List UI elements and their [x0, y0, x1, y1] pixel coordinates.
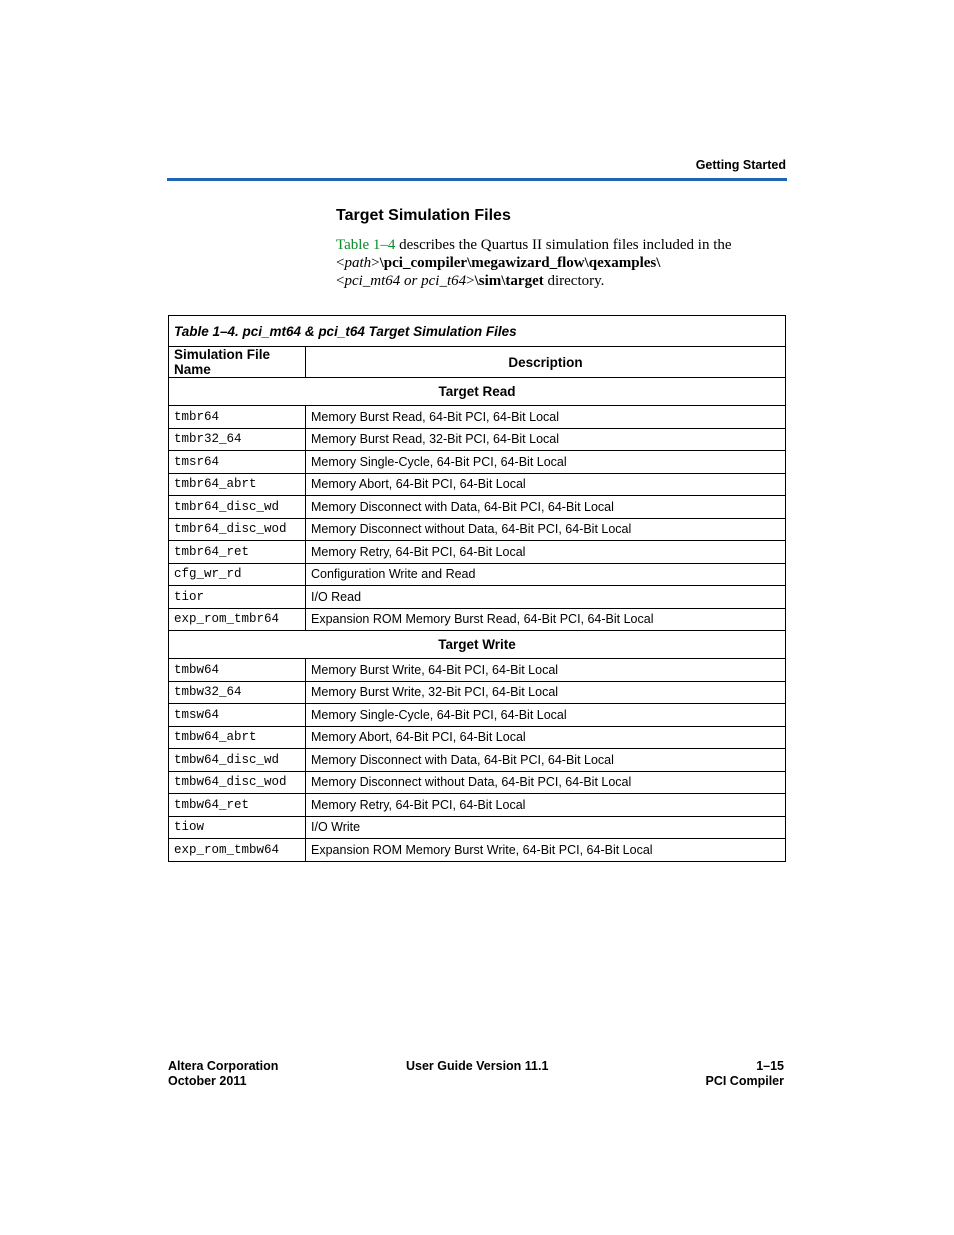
footer-page-number: 1–15: [756, 1059, 784, 1073]
table-row: [169, 608, 786, 631]
table-row: [169, 816, 786, 839]
table-row: [169, 726, 786, 749]
table-group-row: [169, 631, 786, 659]
table-row: [169, 541, 786, 564]
footer-date: October 2011: [168, 1074, 247, 1088]
file-name-cell: exp_rom_tmbr64: [169, 608, 306, 631]
footer-right: [600, 1059, 784, 1089]
section-title: Target Simulation Files: [336, 207, 511, 224]
description-cell: Memory Burst Write, 64-Bit PCI, 64-Bit Local: [306, 659, 786, 682]
table-row: [169, 406, 786, 429]
file-name-cell: tmbr64_abrt: [169, 473, 306, 496]
table-row: [169, 563, 786, 586]
file-name-cell: cfg_wr_rd: [169, 563, 306, 586]
simulation-files-table: [168, 315, 786, 862]
table-row: [169, 771, 786, 794]
footer-product: PCI Compiler: [705, 1074, 784, 1088]
table-row: [169, 496, 786, 519]
file-name-cell: tmbw64_disc_wd: [169, 749, 306, 772]
footer-left: [168, 1059, 278, 1089]
column-header-description: Description: [306, 347, 786, 378]
file-name-cell: tior: [169, 586, 306, 609]
description-cell: I/O Write: [306, 816, 786, 839]
table-row: [169, 749, 786, 772]
description-cell: Memory Burst Read, 32-Bit PCI, 64-Bit Local: [306, 428, 786, 451]
description-cell: Memory Single-Cycle, 64-Bit PCI, 64-Bit Local: [306, 704, 786, 727]
intro-paragraph: Table 1–4 describes the Quartus II simulation files included in the <path>\pci_compiler\megawizard_flow\qexamples\ <pci_mt64 or pci_t64>\sim\target directory.: [336, 237, 732, 289]
table-row: [169, 586, 786, 609]
file-name-cell: tmbw32_64: [169, 681, 306, 704]
table-caption: Table 1–4. pci_mt64 & pci_t64 Target Simulation Files: [169, 316, 786, 347]
file-name-cell: tmsr64: [169, 451, 306, 474]
file-name-cell: tmbw64_ret: [169, 794, 306, 817]
description-cell: Memory Disconnect with Data, 64-Bit PCI, 64-Bit Local: [306, 749, 786, 772]
variant-variable: pci_mt64 or pci_t64: [344, 273, 467, 289]
footer-company: Altera Corporation: [168, 1059, 279, 1073]
table-row: [169, 659, 786, 682]
file-name-cell: tmbr64_disc_wod: [169, 518, 306, 541]
footer-guide: User Guide Version 11.1: [406, 1059, 549, 1073]
file-name-cell: tmsw64: [169, 704, 306, 727]
column-header-file: Simulation File Name: [169, 347, 306, 378]
file-name-cell: tmbr32_64: [169, 428, 306, 451]
description-cell: Memory Single-Cycle, 64-Bit PCI, 64-Bit Local: [306, 451, 786, 474]
description-cell: I/O Read: [306, 586, 786, 609]
description-cell: Memory Burst Write, 32-Bit PCI, 64-Bit Local: [306, 681, 786, 704]
description-cell: Memory Abort, 64-Bit PCI, 64-Bit Local: [306, 473, 786, 496]
description-cell: Memory Retry, 64-Bit PCI, 64-Bit Local: [306, 541, 786, 564]
description-cell: Memory Burst Read, 64-Bit PCI, 64-Bit Local: [306, 406, 786, 429]
description-cell: Expansion ROM Memory Burst Read, 64-Bit PCI, 64-Bit Local: [306, 608, 786, 631]
table-row: [169, 473, 786, 496]
table-reference-link[interactable]: Table 1–4: [336, 237, 396, 253]
file-name-cell: tiow: [169, 816, 306, 839]
file-name-cell: tmbr64_disc_wd: [169, 496, 306, 519]
header-rule: [167, 178, 787, 181]
path-variable: path: [344, 255, 372, 271]
description-cell: Configuration Write and Read: [306, 563, 786, 586]
table-row: [169, 839, 786, 862]
description-cell: Expansion ROM Memory Burst Write, 64-Bit PCI, 64-Bit Local: [306, 839, 786, 862]
table-row: [169, 451, 786, 474]
description-cell: Memory Disconnect without Data, 64-Bit PCI, 64-Bit Local: [306, 518, 786, 541]
table-group-row: [169, 378, 786, 406]
description-cell: Memory Disconnect with Data, 64-Bit PCI, 64-Bit Local: [306, 496, 786, 519]
file-name-cell: exp_rom_tmbw64: [169, 839, 306, 862]
table-row: [169, 681, 786, 704]
intro-text-end: directory.: [543, 273, 605, 289]
file-name-cell: tmbw64_abrt: [169, 726, 306, 749]
table-row: [169, 518, 786, 541]
table-row: [169, 704, 786, 727]
file-name-cell: tmbr64: [169, 406, 306, 429]
path-directory: \pci_compiler\megawizard_flow\qexamples\: [379, 255, 661, 271]
table-group-label: Target Read: [169, 378, 786, 406]
table-row: [169, 428, 786, 451]
file-name-cell: tmbw64: [169, 659, 306, 682]
description-cell: Memory Disconnect without Data, 64-Bit PCI, 64-Bit Local: [306, 771, 786, 794]
description-cell: Memory Retry, 64-Bit PCI, 64-Bit Local: [306, 794, 786, 817]
running-header: Getting Started: [695, 158, 786, 172]
file-name-cell: tmbr64_ret: [169, 541, 306, 564]
path-tail: \sim\target: [474, 273, 544, 289]
intro-text: describes the Quartus II simulation files included in the: [395, 237, 732, 253]
file-name-cell: tmbw64_disc_wod: [169, 771, 306, 794]
table-group-label: Target Write: [169, 631, 786, 659]
table-row: [169, 794, 786, 817]
description-cell: Memory Abort, 64-Bit PCI, 64-Bit Local: [306, 726, 786, 749]
